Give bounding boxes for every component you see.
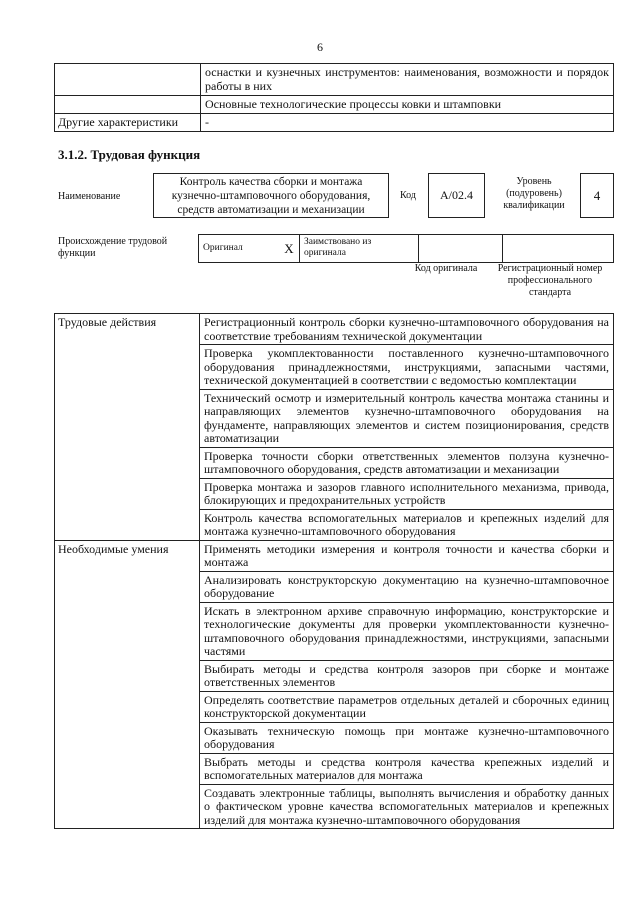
top-table-row: [55, 64, 614, 96]
top-row-label: Другие характеристики: [55, 114, 201, 132]
group-item: Оказывать техническую помощь при монтаже кузнечно-штамповочного оборудования: [200, 722, 614, 753]
origin-original-label: Оригинал: [199, 235, 280, 263]
group-item: Регистрационный контроль сборки кузнечно-штамповочного оборудования на соответствие требованиям технической документации: [200, 314, 614, 345]
top-table-row: [55, 96, 614, 114]
page-number: 6: [317, 40, 323, 54]
group-item: Анализировать конструкторскую документацию на кузнечно-штамповочное оборудование: [200, 571, 614, 602]
main-table-row: [55, 540, 614, 571]
main-table: [54, 313, 614, 829]
group-item: Искать в электронном архиве справочную информацию, конструкторские и технологические документы для проверки укомплектованности кузнечно-штамповочного оборудования принадлежностями, инструкциями, запасными частями: [200, 602, 614, 660]
origin-label: Происхождение трудовой функции: [58, 236, 168, 259]
origin-reg-caption: Регистрационный номер профессионального стандарта: [497, 263, 603, 298]
top-table: [54, 63, 614, 132]
top-table-row: [55, 114, 614, 132]
group-item: Технический осмотр и измерительный контроль качества монтажа станины и направляющих элементов кузнечно-штамповочного оборудования на фундаменте, направляющих элементов и систем позиционирования, средств автоматизации: [200, 389, 614, 447]
top-row-text: -: [201, 114, 614, 132]
top-row-label: [55, 64, 201, 96]
level-value-box: 4: [580, 173, 614, 218]
code-label: Код: [400, 190, 416, 201]
origin-code-cell: [419, 235, 503, 263]
level-label: Уровень (подуровень) квалификации: [503, 176, 565, 211]
group-item: Создавать электронные таблицы, выполнять вычисления и обработку данных о фактическом уровне качества вспомогательных материалов и крепежных изделий для монтажа кузнечно-штамповочного оборудования: [200, 784, 614, 829]
group-item: Выбирать методы и средства контроля зазоров при сборке и монтаже ответственных элементов: [200, 660, 614, 691]
origin-original-mark: X: [279, 235, 300, 263]
top-row-label: [55, 96, 201, 114]
origin-code-caption: Код оригинала: [414, 263, 478, 274]
section-heading: 3.1.2. Трудовая функция: [58, 147, 201, 162]
name-label: Наименование: [58, 191, 121, 202]
group-item: Контроль качества вспомогательных материалов и крепежных изделий для монтажа кузнечно-штамповочного оборудования: [200, 509, 614, 540]
code-value-box: A/02.4: [428, 173, 485, 218]
group-item: Проверка точности сборки ответственных элементов ползуна кузнечно-штамповочного оборудования, средств автоматизации и механизации: [200, 447, 614, 478]
function-name-box: Контроль качества сборки и монтажа кузнечно-штамповочного оборудования, средств автоматизации и механизации: [153, 173, 389, 218]
top-row-text: оснастки и кузнечных инструментов: наименования, возможности и порядок работы в них: [201, 64, 614, 96]
group-item: Выбрать методы и средства контроля качества крепежных изделий и вспомогательных материалов для монтажа: [200, 753, 614, 784]
main-table-row: [55, 314, 614, 345]
origin-borrowed-label: Заимствовано из оригинала: [300, 235, 419, 263]
top-row-text: Основные технологические процессы ковки и штамповки: [201, 96, 614, 114]
group-item: Применять методики измерения и контроля точности и качества сборки и монтажа: [200, 540, 614, 571]
group-label: Необходимые умения: [55, 540, 200, 829]
group-label: Трудовые действия: [55, 314, 200, 541]
group-item: Проверка укомплектованности поставленного кузнечно-штамповочного оборудования принадлежностями, инструкциями, запасными частями, технической документацией в соответствии с ведомостью комплектации: [200, 345, 614, 390]
origin-table: [198, 234, 614, 263]
origin-reg-cell: [503, 235, 614, 263]
group-item: Проверка монтажа и зазоров главного исполнительного механизма, привода, блокирующих и предохранительных устройств: [200, 478, 614, 509]
group-item: Определять соответствие параметров отдельных деталей и сборочных единиц конструкторской документации: [200, 691, 614, 722]
